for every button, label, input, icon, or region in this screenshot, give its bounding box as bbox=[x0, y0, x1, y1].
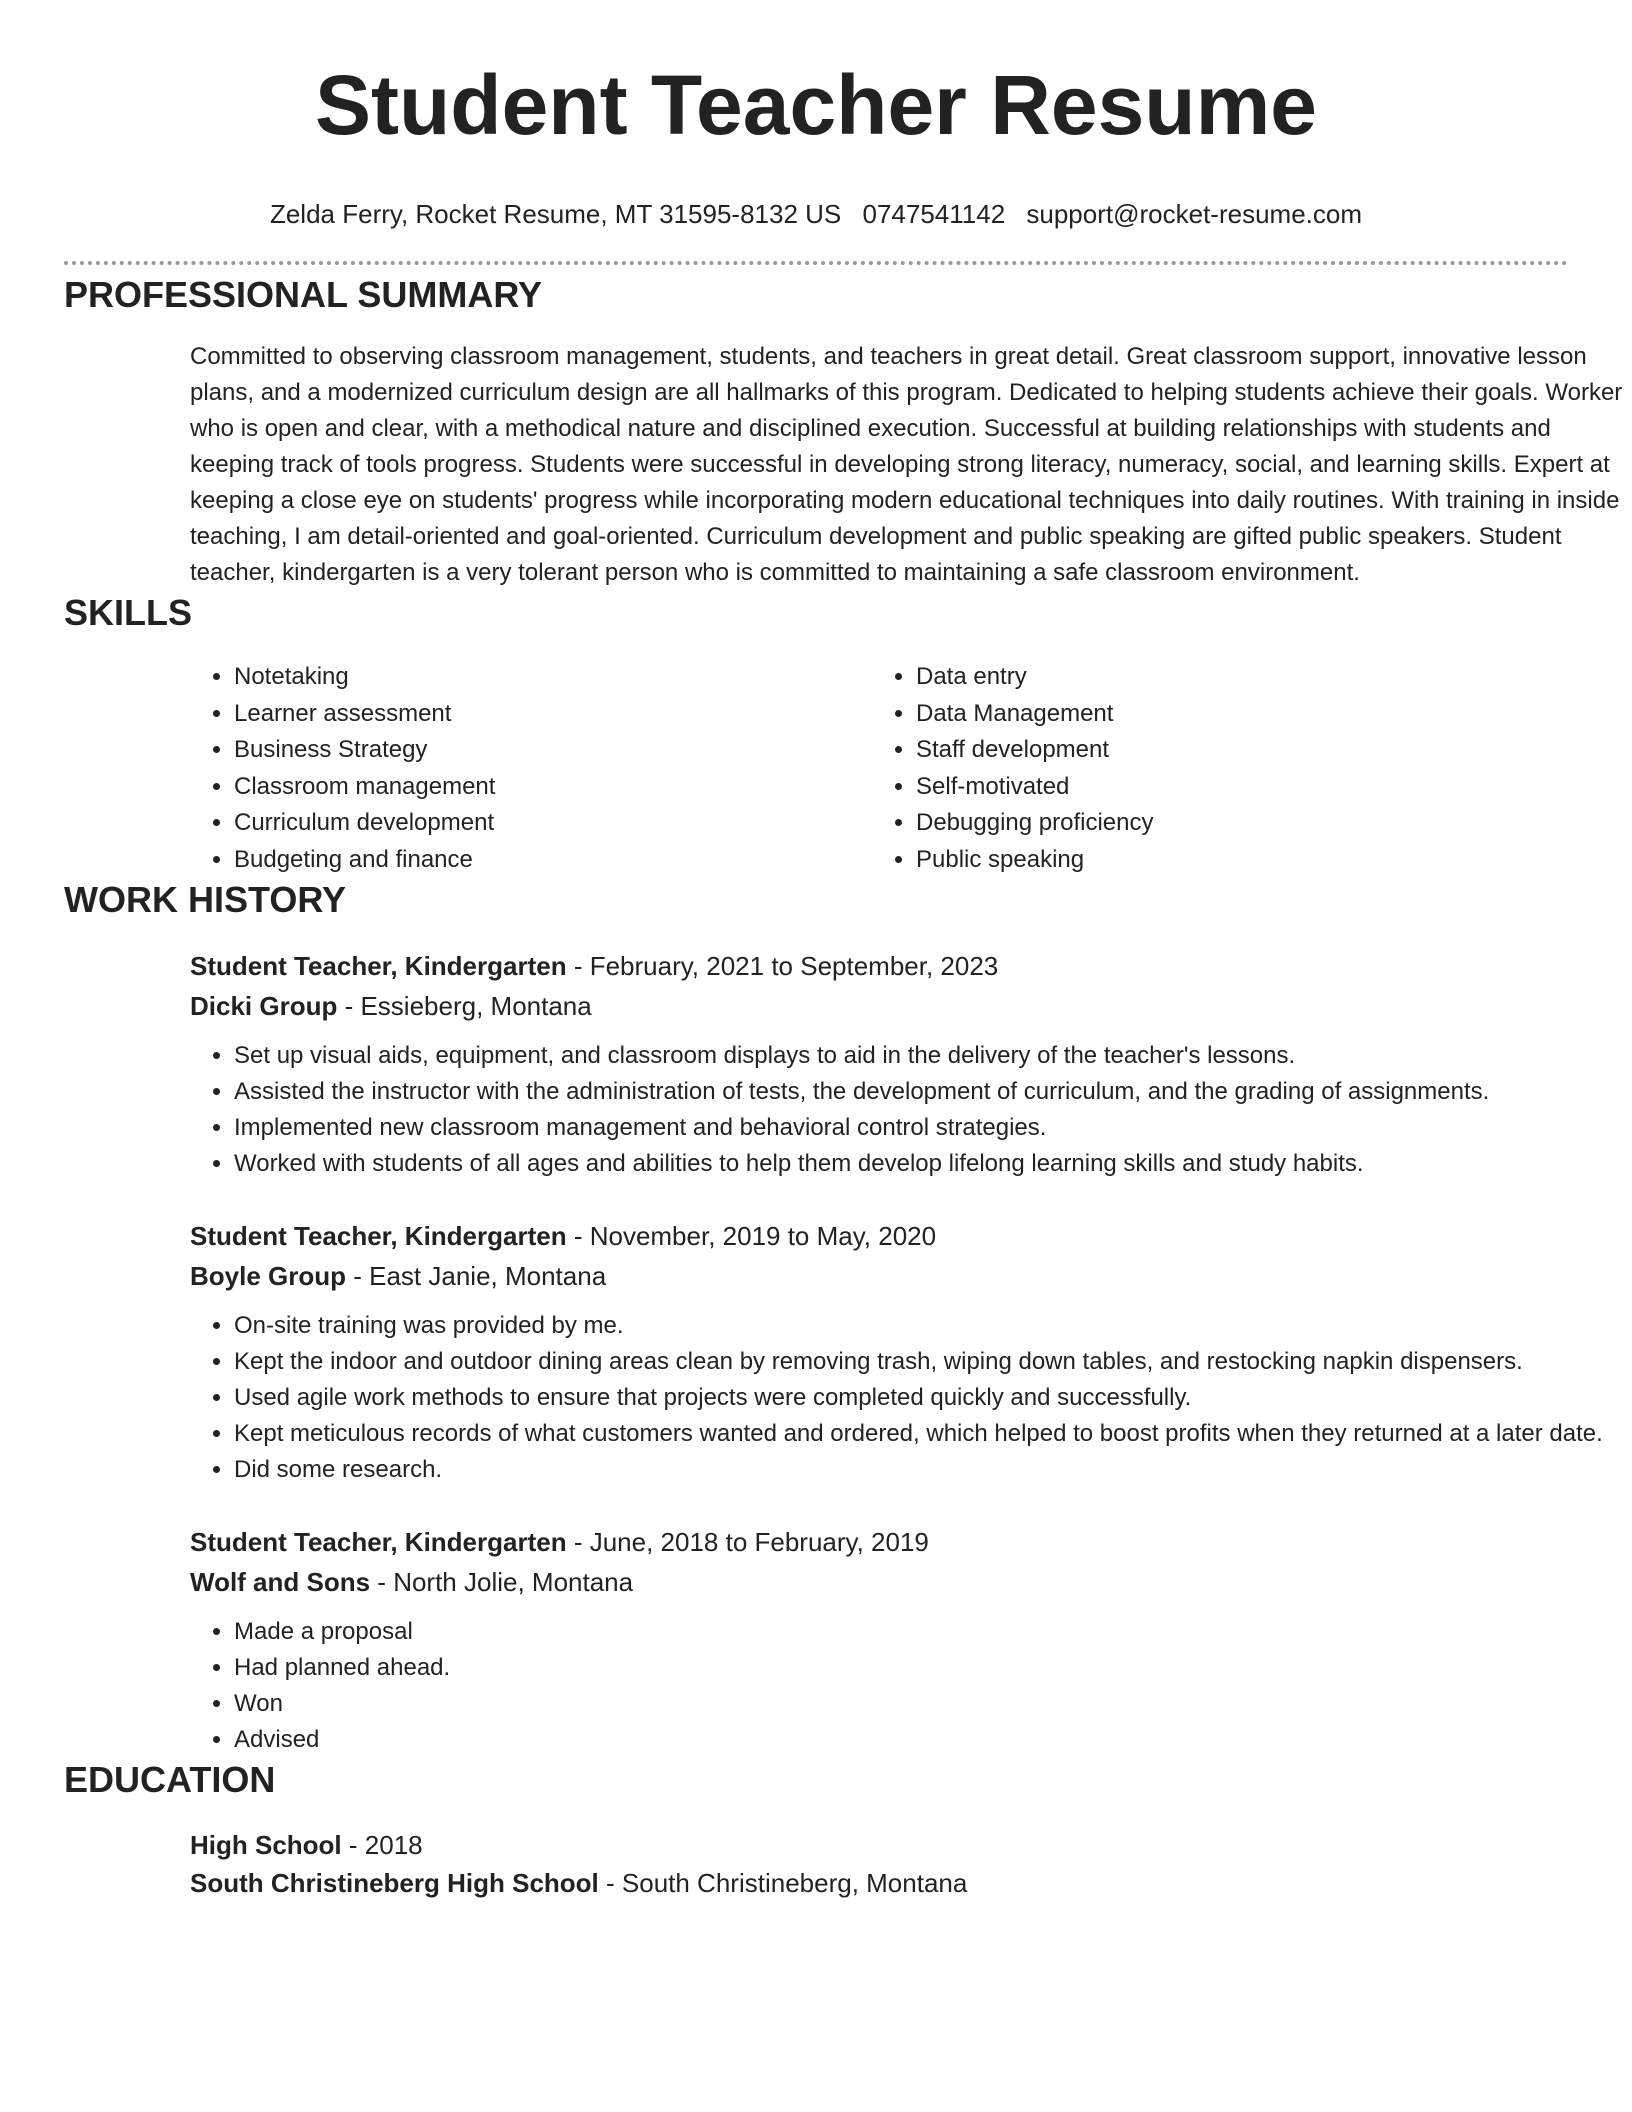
separator: - bbox=[566, 951, 590, 981]
job-bullet: • Made a proposal bbox=[234, 1614, 1632, 1650]
job-entry bbox=[190, 1522, 1568, 1758]
education-heading: EDUCATION bbox=[64, 1759, 276, 1800]
job-bullet: • On-site training was provided by me. bbox=[234, 1308, 1632, 1344]
job-bullet: • Worked with students of all ages and abilities to help them develop lifelong learning skills and study habits. bbox=[234, 1146, 1632, 1182]
skill-item: • Staff development bbox=[916, 732, 1554, 769]
page-title: Student Teacher Resume bbox=[314, 58, 1318, 152]
job-dates: June, 2018 to February, 2019 bbox=[589, 1527, 929, 1557]
job-bullets bbox=[190, 1308, 1632, 1488]
education-degree: High School bbox=[190, 1830, 342, 1860]
contact-phone: 0747541142 bbox=[862, 199, 1006, 229]
education-school: South Christineberg High School bbox=[190, 1868, 599, 1898]
separator: - bbox=[566, 1527, 590, 1557]
job-title-line bbox=[190, 1522, 1568, 1562]
job-location: North Jolie, Montana bbox=[393, 1567, 634, 1597]
job-bullet: • Assisted the instructor with the administration of tests, the development of curriculum, and the grading of assignments. bbox=[234, 1074, 1632, 1110]
skill-item: • Curriculum development bbox=[234, 805, 872, 842]
contact-info bbox=[64, 197, 1568, 231]
job-entry bbox=[190, 946, 1568, 1182]
separator: - bbox=[341, 1830, 365, 1860]
job-title-line bbox=[190, 1216, 1568, 1256]
skill-item: • Learner assessment bbox=[234, 696, 872, 733]
job-company: Dicki Group bbox=[190, 991, 338, 1021]
job-company-line bbox=[190, 1256, 1568, 1296]
job-bullet: • Advised bbox=[234, 1722, 1632, 1758]
separator: - bbox=[346, 1261, 370, 1291]
separator: - bbox=[566, 1221, 590, 1251]
job-company-line bbox=[190, 986, 1568, 1026]
skills-column-right bbox=[872, 659, 1554, 878]
education-degree-line bbox=[190, 1826, 1568, 1864]
skill-item: • Budgeting and finance bbox=[234, 842, 872, 879]
skill-item: • Self-motivated bbox=[916, 769, 1554, 806]
job-bullet: • Used agile work methods to ensure that projects were completed quickly and successfully. bbox=[234, 1380, 1632, 1416]
job-location: Essieberg, Montana bbox=[360, 991, 592, 1021]
contact-address: Zelda Ferry, Rocket Resume, MT 31595-8132 US bbox=[269, 199, 842, 229]
job-entry bbox=[190, 1216, 1603, 1488]
job-title: Student Teacher, Kindergarten bbox=[190, 951, 567, 981]
work-history-heading: WORK HISTORY bbox=[64, 879, 347, 920]
skill-item: • Business Strategy bbox=[234, 732, 872, 769]
skill-item: • Classroom management bbox=[234, 769, 872, 806]
education-entry bbox=[190, 1826, 1568, 1902]
job-bullet: • Did some research. bbox=[234, 1452, 1632, 1488]
education-location: South Christineberg, Montana bbox=[621, 1868, 968, 1898]
job-bullets bbox=[190, 1038, 1632, 1182]
job-bullet: • Won bbox=[234, 1686, 1632, 1722]
job-company: Boyle Group bbox=[190, 1261, 347, 1291]
job-bullet: • Implemented new classroom management and behavioral control strategies. bbox=[234, 1110, 1632, 1146]
education-year: 2018 bbox=[364, 1830, 423, 1860]
job-bullet: • Set up visual aids, equipment, and classroom displays to aid in the delivery of the teacher's lessons. bbox=[234, 1038, 1632, 1074]
job-bullets bbox=[190, 1614, 1632, 1758]
job-bullet: • Had planned ahead. bbox=[234, 1650, 1632, 1686]
summary-heading: PROFESSIONAL SUMMARY bbox=[64, 274, 543, 315]
skill-item: • Debugging proficiency bbox=[916, 805, 1554, 842]
job-bullet: • Kept meticulous records of what customers wanted and ordered, which helped to boost profits when they returned at a later date. bbox=[234, 1416, 1632, 1452]
job-company: Wolf and Sons bbox=[190, 1567, 371, 1597]
separator: - bbox=[337, 991, 361, 1021]
job-company-line bbox=[190, 1562, 1568, 1602]
education-school-line bbox=[190, 1864, 1568, 1902]
contact-email[interactable]: support@rocket-resume.com bbox=[1026, 199, 1363, 229]
job-title: Student Teacher, Kindergarten bbox=[190, 1221, 567, 1251]
skills-list bbox=[190, 659, 1568, 878]
separator: - bbox=[598, 1868, 622, 1898]
skill-item: • Public speaking bbox=[916, 842, 1554, 879]
separator: - bbox=[370, 1567, 394, 1597]
job-title-line bbox=[190, 946, 1568, 986]
skills-column-left bbox=[190, 659, 872, 878]
job-dates: February, 2021 to September, 2023 bbox=[589, 951, 999, 981]
job-title: Student Teacher, Kindergarten bbox=[190, 1527, 567, 1557]
skills-heading: SKILLS bbox=[64, 592, 193, 633]
job-dates: November, 2019 to May, 2020 bbox=[589, 1221, 937, 1251]
skill-item: • Data Management bbox=[916, 696, 1554, 733]
header-divider bbox=[64, 261, 1568, 265]
skill-item: • Data entry bbox=[916, 659, 1554, 696]
skill-item: • Notetaking bbox=[234, 659, 872, 696]
job-location: East Janie, Montana bbox=[369, 1261, 607, 1291]
summary-text: Committed to observing classroom management, students, and teachers in great detail. Great classroom support, innovative lesson plans, and a modernized curriculum design are all hallmarks of this program. Dedicated to helping students achieve their goals. Worker who is open and clear, with a methodical nature and disciplined execution. Successful at building relationships with students and keeping track of tools progress. Students were successful in developing strong literacy, numeracy, social, and learning skills. Expert at keeping a close eye on students' progress while incorporating modern educational techniques into daily routines. With training in inside teaching, I am detail-oriented and goal-oriented. Curriculum development and public speaking are gifted public speakers. Student teacher, kindergarten is a very tolerant person who is committed to maintaining a safe classroom environment. bbox=[190, 343, 1623, 586]
job-bullet: • Kept the indoor and outdoor dining areas clean by removing trash, wiping down tables, and restocking napkin dispensers. bbox=[234, 1344, 1632, 1380]
